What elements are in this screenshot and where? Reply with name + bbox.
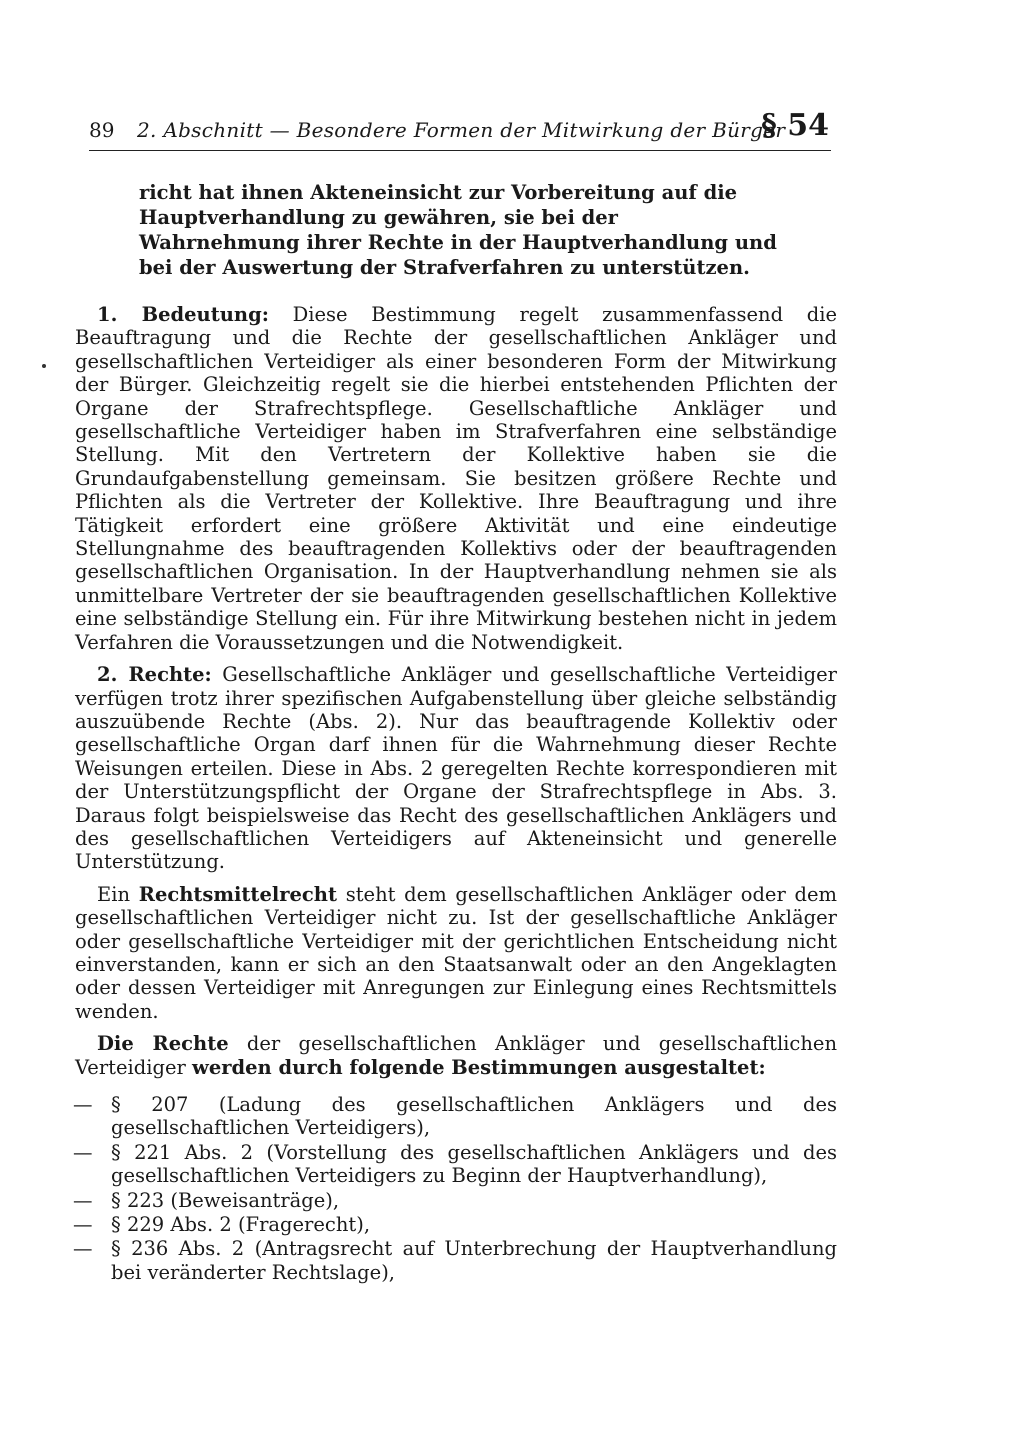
dash-marker: — [73, 1213, 93, 1237]
paragraph-label: 1. Bedeutung: [97, 303, 269, 326]
paragraph-text: der gesellschaftlichen Ankläger und gesellschaftlichen Verteidiger [75, 1032, 837, 1079]
list-item: — § 229 Abs. 2 (Fragerecht), [73, 1213, 371, 1237]
paragraph-text: steht dem gesellschaftlichen Ankläger oder dem gesellschaftlichen Verteidiger nicht zu. Ist der gesellschaftliche Ankläger oder gesellschaftliche Verteidiger mit der gerichtlichen Entscheidung nicht einverstanden, kann er sich an den Staatsanwalt oder an den Angeklagten oder dessen Verteidiger mit Anregungen zur Einlegung eines Rechtsmittels wenden. [75, 882, 837, 1023]
paragraph-rechte [75, 663, 837, 874]
paragraph-rechtsmittel [75, 883, 837, 1023]
dash-marker: — [73, 1237, 93, 1261]
paragraph-text: Diese Bestimmung regelt zusammenfassend die Beauftragung und die Rechte der gesellschaftlichen Ankläger und gesellschaftlichen Verteidiger als einer besonderen Form der Mitwirkung der Bürger. Gleichzeitig regelt sie die hierbei entstehenden Pflichten der Organe der Strafrechtspflege. Gesellschaftliche Ankläger und gesellschaftliche Verteidiger haben im Strafverfahren eine selbständige Stellung. Mit den Vertretern der Kollektive haben sie die Grundaufgabenstellung gemeinsam. Sie besitzen größere Rechte und Pflichten als die Vertreter der Kollektive. Ihre Beauftragung und ihre Tätigkeit erfordert eine größere Aktivität und eine eindeutige Stellungnahme des beauftragenden Kollektivs oder der beauftragenden gesellschaftlichen Organisation. In der Hauptverhandlung nehmen sie als unmittelbare Vertreter der sie beauftragenden gesellschaftlichen Kollektive eine selbständige Stellung ein. Für ihre Mitwirkung bestehen nicht in jedem Verfahren die Voraussetzungen und die Notwendigkeit. [75, 303, 838, 654]
dash-marker: — [73, 1188, 93, 1212]
margin-dot [42, 364, 46, 368]
paragraph-lead: Ein [97, 882, 139, 906]
section-number: § 54 [761, 108, 829, 143]
reference-list [75, 1093, 837, 1284]
running-title: 2. Abschnitt — Besondere Formen der Mitwirkung der Bürger [137, 118, 786, 142]
list-item: — § 223 (Beweisanträge), [73, 1188, 340, 1212]
paragraph-bold-term: Die Rechte [97, 1032, 229, 1056]
page-number: 89 [89, 118, 115, 142]
statute-text: richt hat ihnen Akteneinsicht zur Vorbereitung auf die Hauptverhandlung zu gewähren, sie bei der Wahrnehmung ihrer Rechte in der Hauptverhandlung und bei der Auswertung der Strafverfahren zu unterstützen. [139, 181, 777, 279]
paragraph-bedeutung [75, 303, 837, 654]
list-item: — § 207 (Ladung des gesellschaftlichen Anklägers und des gesellschaftlichen Verteidigers), [73, 1093, 837, 1140]
dash-marker: — [73, 1140, 93, 1164]
list-item: — § 236 Abs. 2 (Antragsrecht auf Unterbrechung der Hauptverhandlung bei veränderter Rechtslage), [73, 1237, 837, 1284]
paragraph-bold-term: Rechtsmittelrecht [138, 882, 337, 906]
paragraph-ausgestaltung [75, 1032, 837, 1079]
list-item: — § 221 Abs. 2 (Vorstellung des gesellschaftlichen Anklägers und des gesellschaftlichen Verteidigers zu Beginn der Hauptverhandlung), [73, 1140, 837, 1188]
paragraph-text: Gesellschaftliche Ankläger und gesellschaftliche Verteidiger verfügen trotz ihrer spezifischen Aufgabenstellung über gleiche selbständig auszuübende Rechte (Abs. 2). Nur das beauftragende Kollektiv oder gesellschaftliche Organ darf ihnen für die Wahrnehmung dieser Rechte Weisungen erteilen. Diese in Abs. 2 geregelten Rechte korrespondieren mit der Unterstützungspflicht der Organe der Strafrechtspflege in Abs. 3. Daraus folgt beispielsweise das Recht des gesellschaftlichen Anklägers und des gesellschaftlichen Verteidigers auf Akteneinsicht und generelle Unterstützung. [75, 663, 838, 874]
paragraph-bold-term: werden durch folgende Bestimmungen ausgestaltet: [192, 1055, 766, 1079]
dash-marker: — [73, 1093, 93, 1116]
page-header [89, 108, 831, 151]
commentary-body [75, 303, 837, 1285]
paragraph-label: 2. Rechte: [97, 663, 212, 687]
